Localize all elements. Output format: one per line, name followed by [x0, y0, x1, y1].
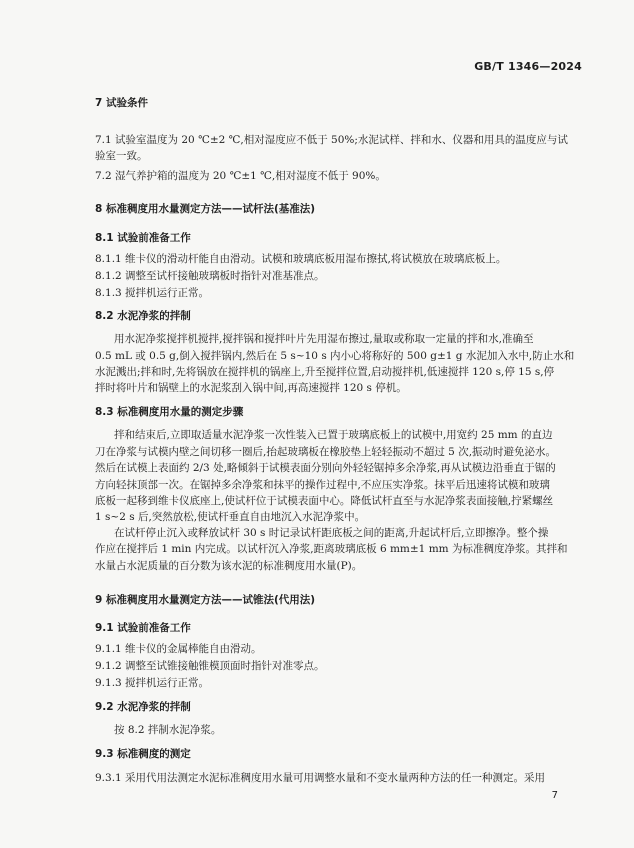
- clause-text: 9.1.1 维卡仪的金属棒能自由滑动。: [95, 643, 262, 655]
- paragraph-line: 方向轻抹顶部一次。在锯掉多余净浆和抹平的操作过程中,不应压实净浆。抹平后迅速将试模和玻璃: [95, 479, 550, 491]
- subsection-heading: 8.1 试验前准备工作: [95, 232, 191, 244]
- subsection-heading: 8.3 标准稠度用水量的测定步骤: [95, 406, 244, 418]
- clause-text: 9.1.3 搅拌机运行正常。: [95, 677, 210, 689]
- paragraph-line: 水泥溅出;拌和时,先将锅放在搅拌机的锅座上,升至搅拌位置,启动搅拌机,低速搅拌 120 s,停 15 s,停: [95, 366, 555, 378]
- subsection-heading: 9.3 标准稠度的测定: [95, 748, 191, 760]
- subsection-heading: 9.1 试验前准备工作: [95, 622, 191, 634]
- paragraph-line: 0.5 mL 或 0.5 g,倒入搅拌锅内,然后在 5 s~10 s 内小心将称好的 500 g±1 g 水泥加入水中,防止水和: [95, 350, 575, 362]
- section-heading: 8 标准稠度用水量测定方法——试杆法(基准法): [95, 203, 316, 215]
- paragraph-line: 然后在试模上表面约 2/3 处,略倾斜于试模表面分别向外轻轻锯掉多余净浆,再从试模边沿垂直于锯的: [95, 462, 556, 474]
- paragraph-line: 按 8.2 拌制水泥净浆。: [114, 724, 222, 736]
- paragraph-line: 水量占水泥质量的百分数为该水泥的标准稠度用水量(P)。: [95, 560, 363, 572]
- clause-text: 8.1.1 维卡仪的滑动杆能自由滑动。试模和玻璃底板用湿布擦拭,将试模放在玻璃底板上。: [95, 253, 507, 265]
- paragraph-line: 拌时将叶片和锅壁上的水泥浆刮入锅中间,再高速搅拌 120 s 停机。: [95, 382, 407, 394]
- paragraph-line: 在试杆停止沉入或释放试杆 30 s 时记录试杆距底板之间的距离,升起试杆后,立即擦净。整个操: [114, 527, 549, 539]
- clause-text: 8.1.3 搅拌机运行正常。: [95, 287, 210, 299]
- clause-text: 9.1.2 调整至试锥接触锥模顶面时指针对准零点。: [95, 660, 325, 672]
- paragraph-line: 用水泥净浆搅拌机搅拌,搅拌锅和搅拌叶片先用湿布擦过,量取或称取一定量的拌和水,准确至: [114, 333, 534, 345]
- subsection-heading: 9.2 水泥净浆的拌制: [95, 701, 191, 713]
- paragraph-line: 作应在搅拌后 1 min 内完成。以试杆沉入净浆,距离玻璃底板 6 mm±1 mm 为标准稠度净浆。其拌和: [95, 543, 568, 555]
- clause-text: 验室一致。: [95, 150, 148, 162]
- clause-text: 9.3.1 采用代用法测定水泥标准稠度用水量可用调整水量和不变水量两种方法的任一种测定。采用: [95, 772, 546, 784]
- paragraph-line: 底板一起移到维卡仪底座上,使试杆位于试模表面中心。降低试杆直至与水泥净浆表面接触,拧紧螺丝: [95, 495, 554, 507]
- paragraph-line: 1 s~2 s 后,突然放松,使试杆垂直自由地沉入水泥净浆中。: [95, 511, 366, 523]
- section-heading: 7 试验条件: [95, 97, 148, 109]
- paragraph-line: 拌和结束后,立即取适量水泥净浆一次性装入已置于玻璃底板上的试模中,用宽约 25 mm 的直边: [114, 429, 553, 441]
- subsection-heading: 8.2 水泥净浆的拌制: [95, 310, 191, 322]
- clause-text: 7.1 试验室温度为 20 ℃±2 ℃,相对湿度应不低于 50%;水泥试样、拌和水、仪器和用具的温度应与试: [95, 134, 568, 146]
- section-heading: 9 标准稠度用水量测定方法——试锥法(代用法): [95, 594, 316, 606]
- page-number: 7: [551, 790, 558, 801]
- paragraph-line: 刀在净浆与试模内壁之间切移一圈后,抬起玻璃板在橡胶垫上轻轻振动不超过 5 次,振动时避免泌水。: [95, 446, 557, 458]
- standard-number: GB/T 1346—2024: [474, 60, 582, 73]
- clause-text: 8.1.2 调整至试杆接触玻璃板时指针对准基准点。: [95, 270, 325, 282]
- clause-text: 7.2 湿气养护箱的温度为 20 ℃±1 ℃,相对湿度不低于 90%。: [95, 170, 386, 182]
